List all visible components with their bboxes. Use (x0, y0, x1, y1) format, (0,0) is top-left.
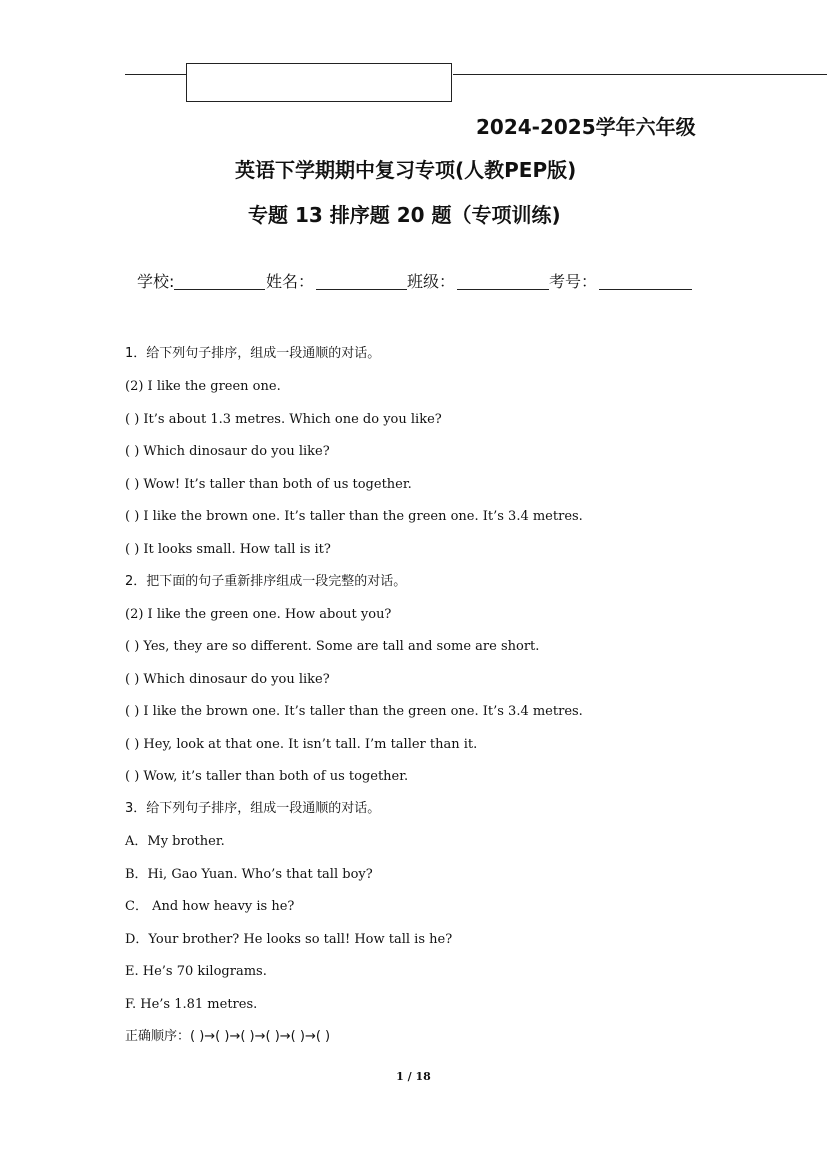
question-3-option: A．My brother. (125, 834, 225, 849)
title-line-3: 专题 13 排序题 20 题（专项训练) (248, 203, 561, 227)
question-3-option: B．Hi, Gao Yuan. Who’s that tall boy? (125, 867, 373, 882)
question-2-item[interactable]: ( ) Yes, they are so different. Some are tall and some are short. (125, 639, 540, 654)
question-1-item[interactable]: ( ) It’s about 1.3 metres. Which one do you like? (125, 412, 442, 427)
page-number: 1 / 18 (396, 1070, 431, 1083)
school-label: 学校: (137, 272, 175, 291)
school-blank[interactable] (174, 289, 265, 290)
question-3-option: C． And how heavy is he? (125, 899, 295, 914)
question-2-item[interactable]: ( ) Which dinosaur do you like? (125, 672, 330, 687)
class-blank[interactable] (457, 289, 549, 290)
question-1-item[interactable]: ( ) It looks small. How tall is it? (125, 542, 331, 557)
header-rule-left (125, 74, 187, 75)
question-1-item: (2) I like the green one. (125, 379, 281, 394)
exam-number-blank[interactable] (599, 289, 692, 290)
header-rule-right (453, 74, 827, 75)
name-blank[interactable] (316, 289, 407, 290)
question-3-option: D．Your brother? He looks so tall! How tall is he? (125, 932, 453, 947)
question-3-option: E. He’s 70 kilograms. (125, 964, 267, 979)
question-1-item[interactable]: ( ) Which dinosaur do you like? (125, 444, 330, 459)
exam-number-label: 考号： (549, 272, 598, 291)
question-3-prompt: 3．给下列句子排序，组成一段通顺的对话。 (125, 801, 381, 816)
header-box (186, 63, 452, 102)
title-line-1: 2024-2025学年六年级 (476, 115, 696, 139)
class-label: 班级： (407, 272, 456, 291)
question-3-answer-line[interactable]: 正确顺序：( )→( )→( )→( )→( )→( ) (125, 1029, 331, 1044)
name-label: 姓名： (266, 272, 315, 291)
title-line-2: 英语下学期期中复习专项(人教PEP版) (235, 158, 577, 182)
question-1-item[interactable]: ( ) Wow! It’s taller than both of us together. (125, 477, 412, 492)
question-2-prompt: 2．把下面的句子重新排序组成一段完整的对话。 (125, 574, 407, 589)
question-2-item[interactable]: ( ) Wow, it’s taller than both of us together. (125, 769, 409, 784)
question-2-item[interactable]: ( ) I like the brown one. It’s taller than the green one. It’s 3.4 metres. (125, 704, 583, 719)
question-2-item[interactable]: ( ) Hey, look at that one. It isn’t tall. I’m taller than it. (125, 737, 478, 752)
question-3-option: F. He’s 1.81 metres. (125, 997, 258, 1012)
question-1-prompt: 1．给下列句子排序，组成一段通顺的对话。 (125, 346, 381, 361)
student-info-row (137, 269, 697, 293)
question-2-item: (2) I like the green one. How about you? (125, 607, 392, 622)
question-1-item[interactable]: ( ) I like the brown one. It’s taller than the green one. It’s 3.4 metres. (125, 509, 583, 524)
